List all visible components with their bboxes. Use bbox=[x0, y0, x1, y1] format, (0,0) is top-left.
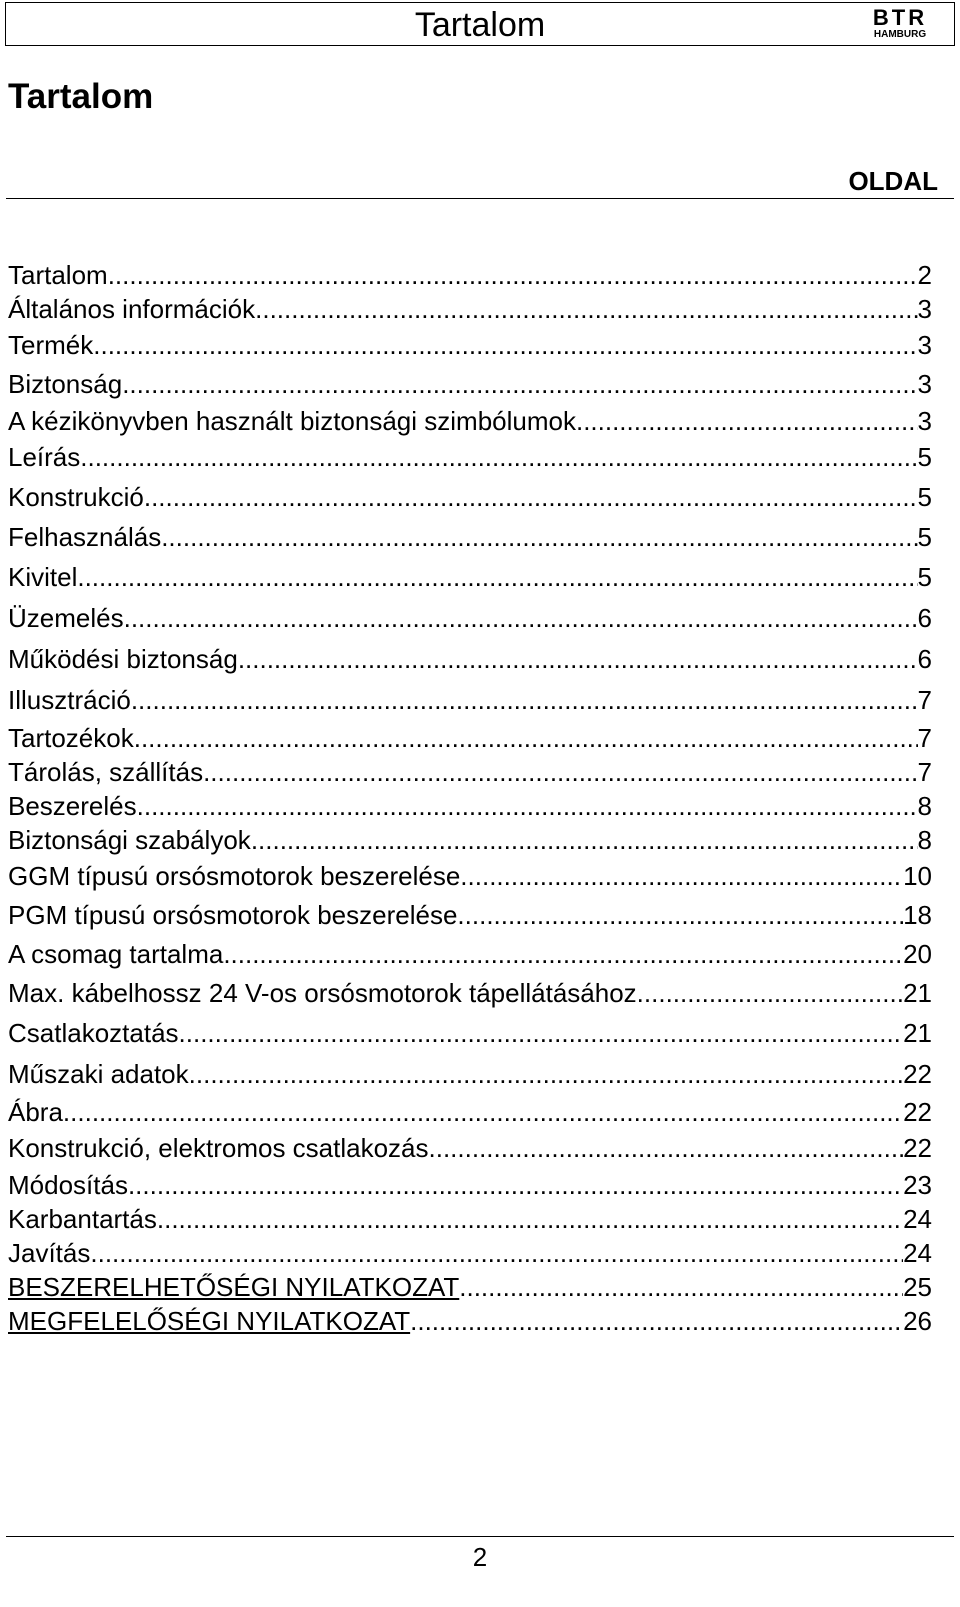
toc-entry-page: 2 bbox=[917, 260, 932, 290]
toc-entry-title: Üzemelés bbox=[8, 603, 124, 633]
table-of-contents bbox=[8, 258, 932, 1338]
toc-entry-title: Ábra bbox=[8, 1097, 63, 1127]
toc-entry[interactable] bbox=[8, 404, 932, 438]
toc-entry-page: 23 bbox=[903, 1170, 932, 1200]
toc-entry[interactable] bbox=[8, 721, 932, 755]
toc-dot-leader bbox=[410, 1304, 903, 1338]
toc-entry-page: 22 bbox=[903, 1059, 932, 1089]
toc-dot-leader bbox=[161, 518, 917, 557]
toc-entry-title: BESZERELHETŐSÉGI NYILATKOZAT bbox=[8, 1272, 460, 1302]
toc-entry-title: Termék bbox=[8, 330, 94, 360]
toc-entry-page: 24 bbox=[903, 1238, 932, 1268]
toc-dot-leader bbox=[238, 639, 918, 680]
toc-entry-title: GGM típusú orsósmotorok beszerelése bbox=[8, 861, 461, 891]
toc-entry-title: Leírás bbox=[8, 442, 81, 472]
toc-entry[interactable] bbox=[8, 477, 932, 518]
toc-entry-title: Működési biztonság bbox=[8, 644, 238, 674]
toc-entry-page: 5 bbox=[917, 522, 932, 552]
running-header bbox=[5, 2, 955, 46]
toc-dot-leader bbox=[134, 721, 918, 755]
toc-entry-title: MEGFELELŐSÉGI NYILATKOZAT bbox=[8, 1306, 411, 1336]
toc-entry-title: Műszaki adatok bbox=[8, 1059, 189, 1089]
footer-page-number: 2 bbox=[472, 1542, 488, 1572]
page-column-label: OLDAL bbox=[848, 166, 938, 196]
header-title: Tartalom bbox=[414, 6, 546, 44]
toc-entry-title: Tárolás, szállítás bbox=[8, 757, 204, 787]
toc-entry-title: Karbantartás bbox=[8, 1204, 157, 1234]
toc-entry-title: Illusztráció bbox=[8, 685, 131, 715]
toc-entry-page: 5 bbox=[917, 482, 932, 512]
toc-entry-title: Max. kábelhossz 24 V-os orsósmotorok tápellátásához bbox=[8, 978, 637, 1008]
toc-dot-leader bbox=[460, 857, 903, 896]
toc-entry-page: 22 bbox=[903, 1133, 932, 1163]
toc-dot-leader bbox=[128, 1168, 903, 1202]
toc-dot-leader bbox=[255, 292, 917, 326]
toc-entry-page: 21 bbox=[903, 978, 932, 1008]
btr-hamburg-logo bbox=[860, 7, 940, 41]
toc-dot-leader bbox=[144, 477, 918, 518]
toc-entry-page: 3 bbox=[917, 294, 932, 324]
toc-entry-title: PGM típusú orsósmotorok beszerelése bbox=[8, 900, 458, 930]
toc-dot-leader bbox=[63, 1095, 903, 1129]
toc-entry-title: A csomag tartalma bbox=[8, 939, 224, 969]
toc-entry[interactable] bbox=[8, 896, 932, 935]
toc-entry[interactable] bbox=[8, 258, 932, 292]
toc-dot-leader bbox=[137, 789, 918, 823]
toc-entry-title: Csatlakoztatás bbox=[8, 1018, 179, 1048]
toc-entry-page: 21 bbox=[903, 1018, 932, 1048]
toc-dot-leader bbox=[108, 258, 918, 292]
toc-entry[interactable] bbox=[8, 857, 932, 896]
toc-dot-leader bbox=[576, 404, 918, 438]
toc-entry[interactable] bbox=[8, 789, 932, 823]
toc-entry-title: Tartalom bbox=[8, 260, 108, 290]
toc-dot-leader bbox=[179, 1013, 904, 1054]
toc-entry[interactable] bbox=[8, 755, 932, 789]
toc-entry[interactable] bbox=[8, 680, 932, 721]
toc-entry[interactable] bbox=[8, 365, 932, 404]
toc-dot-leader bbox=[637, 974, 903, 1013]
toc-entry-title: Általános információk bbox=[8, 294, 256, 324]
toc-dot-leader bbox=[131, 680, 918, 721]
toc-dot-leader bbox=[459, 1270, 903, 1304]
toc-entry-page: 10 bbox=[903, 861, 932, 891]
toc-dot-leader bbox=[189, 1054, 903, 1095]
toc-dot-leader bbox=[122, 365, 917, 404]
toc-entry-title: Felhasználás bbox=[8, 522, 162, 552]
toc-entry[interactable] bbox=[8, 1202, 932, 1236]
toc-entry[interactable] bbox=[8, 1270, 932, 1304]
toc-entry[interactable] bbox=[8, 598, 932, 639]
toc-entry-page: 25 bbox=[903, 1272, 932, 1302]
toc-entry[interactable] bbox=[8, 1304, 932, 1338]
toc-entry-page: 7 bbox=[917, 685, 932, 715]
toc-dot-leader bbox=[223, 935, 903, 974]
toc-entry-title: Módosítás bbox=[8, 1170, 128, 1200]
toc-entry-page: 3 bbox=[917, 369, 932, 399]
toc-entry[interactable] bbox=[8, 823, 932, 857]
toc-entry-page: 20 bbox=[903, 939, 932, 969]
toc-entry-page: 3 bbox=[917, 330, 932, 360]
toc-entry[interactable] bbox=[8, 1129, 932, 1168]
toc-entry-page: 5 bbox=[917, 442, 932, 472]
toc-dot-leader bbox=[251, 823, 918, 857]
toc-entry-title: A kézikönyvben használt biztonsági szimbólumok bbox=[8, 406, 576, 436]
toc-entry-title: Tartozékok bbox=[8, 723, 134, 753]
toc-entry[interactable] bbox=[8, 292, 932, 326]
toc-entry-page: 8 bbox=[917, 825, 932, 855]
toc-entry[interactable] bbox=[8, 1168, 932, 1202]
toc-entry-title: Javítás bbox=[8, 1238, 91, 1268]
toc-entry[interactable] bbox=[8, 518, 932, 557]
toc-entry-page: 18 bbox=[903, 900, 932, 930]
toc-entry[interactable] bbox=[8, 1095, 932, 1129]
toc-entry-page: 3 bbox=[917, 406, 932, 436]
toc-dot-leader bbox=[80, 438, 917, 477]
toc-dot-leader bbox=[77, 557, 917, 598]
toc-entry-page: 6 bbox=[917, 603, 932, 633]
toc-entry-title: Kivitel bbox=[8, 562, 78, 592]
toc-entry[interactable] bbox=[8, 1054, 932, 1095]
toc-entry-title: Biztonság bbox=[8, 369, 123, 399]
toc-entry-page: 5 bbox=[917, 562, 932, 592]
toc-entry-title: Konstrukció, elektromos csatlakozás bbox=[8, 1133, 429, 1163]
toc-entry[interactable] bbox=[8, 1013, 932, 1054]
toc-entry-page: 6 bbox=[917, 644, 932, 674]
toc-dot-leader bbox=[90, 1236, 903, 1270]
toc-dot-leader bbox=[429, 1129, 904, 1168]
toc-entry[interactable] bbox=[8, 974, 932, 1013]
toc-entry-page: 7 bbox=[917, 757, 932, 787]
toc-entry-page: 7 bbox=[917, 723, 932, 753]
toc-entry[interactable] bbox=[8, 935, 932, 974]
toc-entry[interactable] bbox=[8, 438, 932, 477]
toc-entry[interactable] bbox=[8, 326, 932, 365]
logo-main-text: BTR bbox=[872, 5, 928, 30]
page-title: Tartalom bbox=[8, 77, 154, 116]
toc-dot-leader bbox=[203, 755, 917, 789]
toc-entry-title: Beszerelés bbox=[8, 791, 137, 821]
toc-entry-page: 26 bbox=[903, 1306, 932, 1336]
toc-entry-page: 24 bbox=[903, 1204, 932, 1234]
toc-entry[interactable] bbox=[8, 557, 932, 598]
toc-entry[interactable] bbox=[8, 1236, 932, 1270]
top-divider bbox=[6, 198, 954, 199]
toc-entry-title: Biztonsági szabályok bbox=[8, 825, 251, 855]
footer-divider bbox=[6, 1536, 954, 1537]
toc-dot-leader bbox=[93, 326, 917, 365]
toc-dot-leader bbox=[457, 896, 903, 935]
logo-sub-text: HAMBURG bbox=[873, 29, 927, 40]
toc-dot-leader bbox=[124, 598, 918, 639]
toc-dot-leader bbox=[157, 1202, 903, 1236]
toc-entry-page: 22 bbox=[903, 1097, 932, 1127]
toc-entry[interactable] bbox=[8, 639, 932, 680]
toc-entry-title: Konstrukció bbox=[8, 482, 144, 512]
toc-entry-page: 8 bbox=[917, 791, 932, 821]
